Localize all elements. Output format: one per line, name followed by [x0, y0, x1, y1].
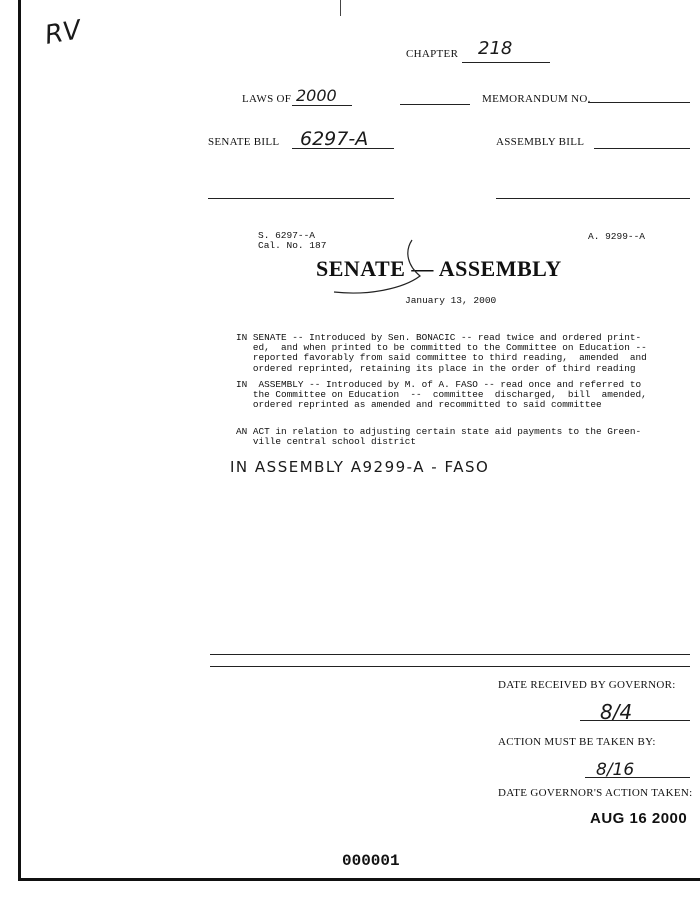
senate-bill-underline: [292, 148, 394, 149]
handwritten-bracket: [330, 238, 430, 300]
handwritten-assembly-note: IN ASSEMBLY A9299-A - FASO: [230, 458, 490, 476]
laws-blank-line: [400, 104, 470, 105]
chapter-value: 218: [478, 38, 513, 59]
section-divider-1: [210, 654, 690, 655]
laws-value: 2000: [296, 86, 337, 105]
action-must-label: ACTION MUST BE TAKEN BY:: [498, 736, 656, 748]
action-must-underline: [585, 777, 690, 778]
assembly-bill-underline: [594, 148, 690, 149]
section-divider-2: [210, 666, 690, 667]
senate-bill-value: 6297-A: [300, 128, 369, 150]
bill-date: January 13, 2000: [405, 295, 497, 306]
senate-bill-label: SENATE BILL: [208, 136, 280, 148]
cal-number: Cal. No. 187: [258, 240, 327, 251]
bottom-scan-edge: [18, 878, 700, 881]
date-action-label: DATE GOVERNOR'S ACTION TAKEN:: [498, 787, 693, 799]
date-received-label: DATE RECEIVED BY GOVERNOR:: [498, 679, 676, 691]
laws-underline: [292, 105, 352, 106]
act-paragraph: AN ACT in relation to adjusting certain state aid payments to the Green- ville central school district: [236, 426, 642, 448]
assembly-bill-label: ASSEMBLY BILL: [496, 136, 585, 148]
chapter-label: CHAPTER: [406, 48, 459, 60]
chapter-underline: [462, 62, 550, 63]
page-number: 000001: [342, 852, 400, 870]
memorandum-underline: [588, 102, 690, 103]
senate-paragraph: IN SENATE -- Introduced by Sen. BONACIC -- read twice and ordered print- ed, and when printed to be committed to the Committee on Education -- reported favorably from said committee to third reading, amended and ordered reprinted, retaining its place in the order of third reading: [236, 332, 647, 374]
memorandum-label: MEMORANDUM NO.: [482, 93, 591, 105]
action-must-value: 8/16: [596, 760, 635, 780]
header-blank-line-right: [496, 198, 690, 199]
senate-number: S. 6297--A: [258, 230, 316, 241]
assembly-number: A. 9299--A: [588, 231, 646, 242]
title-senate: SENATE: [316, 256, 406, 281]
handwritten-initials: RV: [42, 15, 84, 51]
date-received-value: 8/4: [600, 700, 633, 724]
date-received-underline: [580, 720, 690, 721]
assembly-paragraph: IN ASSEMBLY -- Introduced by M. of A. FASO -- read once and referred to the Committee on Education -- committee discharged, bill amended, ordered reprinted as amended and recommitted to said committee: [236, 379, 647, 411]
top-tick-mark: [340, 0, 341, 16]
left-scan-edge: [18, 0, 21, 880]
date-action-stamp: AUG 16 2000: [590, 810, 688, 827]
title-dash: —: [411, 256, 434, 281]
header-blank-line-left: [208, 198, 394, 199]
laws-label: LAWS OF: [242, 93, 292, 105]
title-assembly: ASSEMBLY: [438, 256, 562, 281]
